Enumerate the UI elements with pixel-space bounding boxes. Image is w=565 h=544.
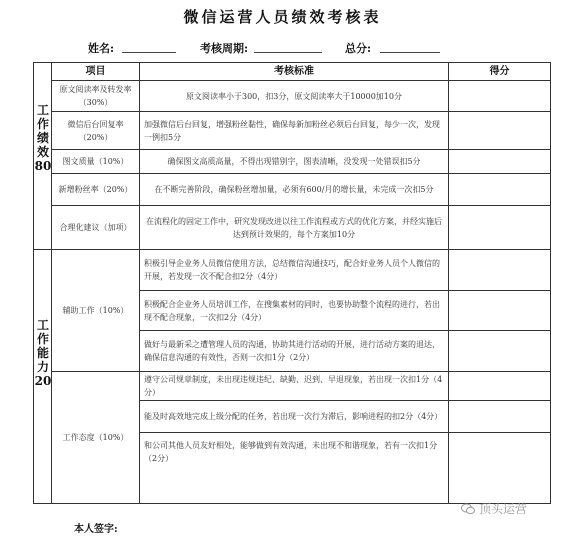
signature-label: 本人签字: bbox=[74, 524, 118, 535]
table-row-criteria: 遵守公司规章制度，未出现违规违纪、缺勤、迟到、早退现象，若出现一次扣1分（4分） bbox=[144, 375, 443, 397]
period-field-line[interactable] bbox=[254, 52, 322, 53]
watermark-text: 顶头运营 bbox=[479, 502, 528, 516]
header-item: 项目 bbox=[85, 66, 106, 77]
table-row-item: 辅助工作（10%） bbox=[62, 306, 129, 315]
table-row-criteria: 和公司其他人员友好相处，能够做到有效沟通，未出现不和谐现象，若有一次扣1分（2分） bbox=[144, 441, 438, 463]
score-cell[interactable] bbox=[449, 250, 550, 290]
score-cell[interactable] bbox=[449, 112, 550, 149]
watermark bbox=[461, 500, 527, 517]
score-cell[interactable] bbox=[449, 372, 550, 400]
score-cell[interactable] bbox=[449, 401, 550, 432]
table-row-item: 工作态度（10%） bbox=[62, 433, 129, 442]
table-row-criteria: 在流程化的固定工作中，研究发现改进以往工作流程或方式的优化方案，并经实施后达到预计效果的，每个方案加10分 bbox=[146, 216, 442, 239]
period-label: 考核周期: bbox=[200, 42, 249, 55]
score-cell[interactable] bbox=[449, 433, 550, 471]
score-cell[interactable] bbox=[449, 150, 550, 173]
table-row-criteria: 积极引导企业务人员微信使用方法，总结微信沟通技巧，配合好业务人员个人微信的开展，若发现一次不配合扣2分（4分） bbox=[144, 259, 440, 281]
score-cell[interactable] bbox=[449, 331, 550, 371]
table-border-right bbox=[550, 62, 551, 504]
table-row-item: 图文质量（10%） bbox=[62, 157, 129, 166]
table-row-criteria: 积极配合企业务人员培训工作，在搜集素材的同时，也要协助整个流程的进行，若出现不配合现象，一次扣2分（4分） bbox=[144, 299, 440, 322]
header-criteria: 考核标准 bbox=[274, 66, 314, 77]
name-label: 姓名: bbox=[88, 42, 115, 55]
table-row-criteria: 原文阅读率小于300，扣3分，原文阅读率大于10000加10分 bbox=[186, 91, 402, 101]
header-score: 得分 bbox=[489, 66, 510, 77]
table-row-criteria: 能及时高效地完成上级分配的任务，若出现一次行为滞后，影响进程的扣2分（4分） bbox=[144, 412, 443, 421]
table-row-item: 合理化建议（加项） bbox=[59, 223, 132, 232]
table-row-criteria: 做好与最新采之遭管理人员的沟通，协助其进行活动的开展，进行活动方案的退达，确保信息沟通的有效性，否则一次扣1分（2分） bbox=[144, 340, 440, 362]
wechat-icon bbox=[461, 503, 475, 515]
table-row-item: 原文阅读率及转发率（30%） bbox=[59, 85, 132, 107]
name-field-line[interactable] bbox=[122, 52, 176, 53]
table-row-criteria: 在不断完善阶段，确保粉丝增加量，必须有600/月的增长量，未完成一次扣5分 bbox=[154, 185, 434, 194]
page-title: 微信运营人员绩效考核表 bbox=[183, 8, 382, 26]
section-label-ability: 工作能力20 bbox=[34, 318, 52, 388]
total-field-line[interactable] bbox=[380, 52, 440, 53]
table-row-criteria: 加强微信后台回复，增强粉丝黏性，确保每新加粉丝必须后台回复，每少一次，发现一例扣5分 bbox=[144, 119, 440, 142]
table-row-item: 新增粉丝率（20%） bbox=[58, 185, 133, 194]
score-cell[interactable] bbox=[449, 291, 550, 330]
table-row-item: 微信后台回复率（20%） bbox=[67, 119, 124, 142]
score-cell[interactable] bbox=[449, 206, 550, 249]
total-label: 总分: bbox=[345, 42, 372, 55]
score-cell[interactable] bbox=[449, 174, 550, 205]
score-cell[interactable] bbox=[449, 81, 550, 111]
table-row-criteria: 确保图文高质高量，不得出现错别字，图表清晰，没发现一处错误扣5分 bbox=[167, 157, 421, 166]
section-label-performance: 工作绩效80 bbox=[34, 103, 52, 173]
